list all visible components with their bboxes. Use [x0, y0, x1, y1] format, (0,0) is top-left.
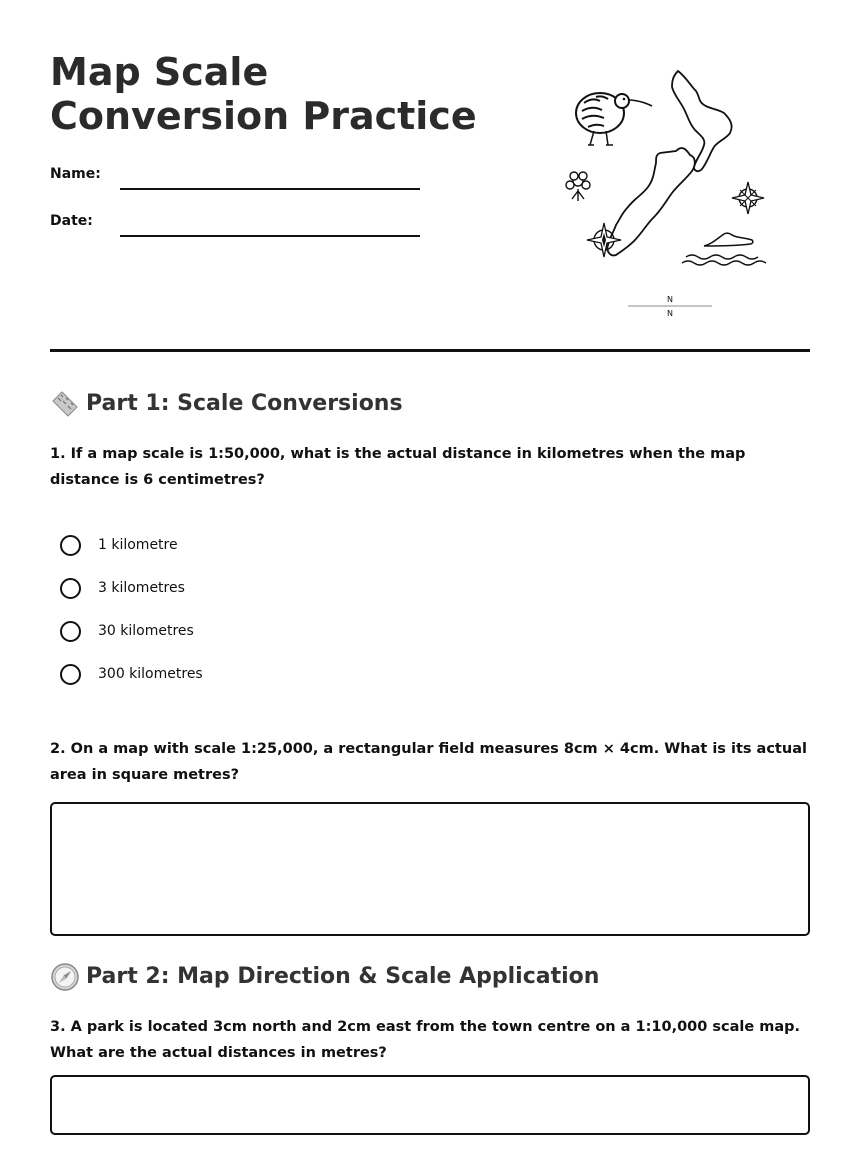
header-divider — [50, 349, 810, 352]
radio-button[interactable] — [60, 621, 81, 642]
question-3-answer-box[interactable] — [50, 1075, 810, 1135]
kiwi-bird-icon — [576, 93, 652, 145]
option-label: 300 kilometres — [98, 666, 203, 682]
north-indicator — [628, 295, 712, 318]
date-field — [50, 213, 420, 237]
page-title: Map Scale Conversion Practice — [50, 50, 477, 138]
name-label: Name: — [50, 166, 101, 182]
question-1-option-a[interactable] — [60, 535, 460, 578]
option-label: 3 kilometres — [98, 580, 185, 596]
question-1-text: 1. If a map scale is 1:50,000, what is the actual distance in kilometres when the map distance is 6 centimetres? — [50, 446, 746, 488]
question-1-option-b[interactable] — [60, 578, 460, 621]
part2-heading — [50, 962, 599, 992]
question-2-answer-box[interactable] — [50, 802, 810, 936]
option-label: 30 kilometres — [98, 623, 194, 639]
part1-title: Part 1: Scale Conversions — [86, 391, 403, 416]
radio-button[interactable] — [60, 664, 81, 685]
ruler-icon — [50, 389, 80, 419]
question-3-text: 3. A park is located 3cm north and 2cm east from the town centre on a 1:10,000 scale map. What are the actual distances in metres? — [50, 1019, 801, 1061]
date-blank-line[interactable] — [120, 235, 420, 237]
question-1-option-c[interactable] — [60, 621, 460, 664]
question-1-options — [60, 535, 460, 707]
question-1-option-d[interactable] — [60, 664, 460, 707]
flower-icon — [566, 172, 590, 201]
part1-heading — [50, 389, 403, 419]
date-label: Date: — [50, 213, 93, 229]
worksheet-header — [50, 50, 810, 353]
compass-icon — [50, 962, 80, 992]
option-label: 1 kilometre — [98, 537, 178, 553]
north-label-top: N — [667, 295, 673, 304]
name-field — [50, 166, 420, 190]
north-label-bottom: N — [667, 309, 673, 318]
part2-title: Part 2: Map Direction & Scale Application — [86, 964, 600, 989]
radio-button[interactable] — [60, 535, 81, 556]
question-2-text: 2. On a map with scale 1:25,000, a rectangular field measures 8cm × 4cm. What is its actual area in square metres? — [50, 741, 807, 783]
new-zealand-illustration — [558, 65, 768, 325]
compass-rose-icon — [732, 182, 764, 214]
name-blank-line[interactable] — [120, 188, 420, 190]
mountain-island-icon — [682, 233, 766, 265]
radio-button[interactable] — [60, 578, 81, 599]
